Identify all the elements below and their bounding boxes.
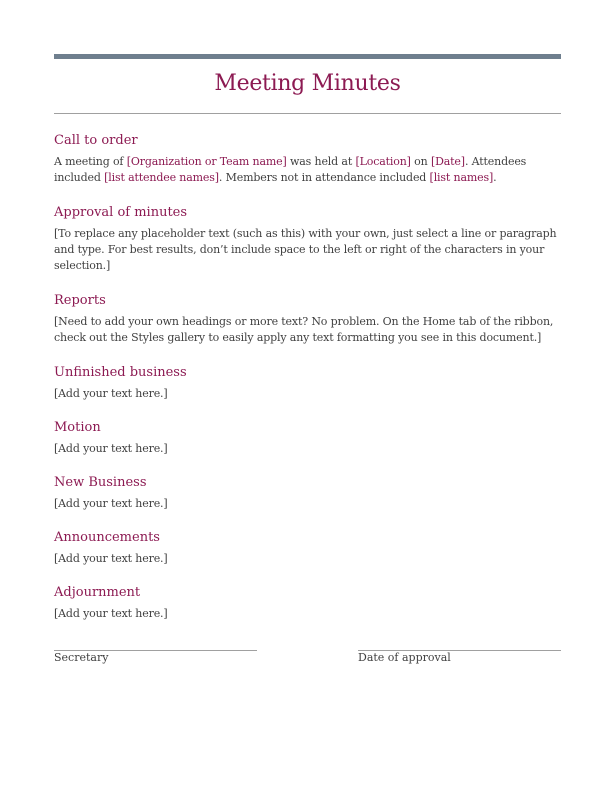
- call-to-order-text[interactable]: [54, 154, 564, 186]
- section-heading-new-business[interactable]: New Business: [54, 475, 147, 490]
- announcements-text[interactable]: [Add your text here.]: [54, 552, 168, 565]
- approval-text[interactable]: [To replace any placeholder text (such as this) with your own, just select a line or paragraph and type. For best results, don’t include space to the left or right of the characters in your selection.]: [54, 227, 557, 272]
- placeholder-date[interactable]: [Date]: [430, 155, 465, 168]
- title-divider: [54, 113, 561, 114]
- section-call-to-order: [54, 133, 564, 186]
- call-to-order-text-2: was held at: [286, 155, 356, 168]
- page-title[interactable]: Meeting Minutes: [214, 71, 401, 96]
- section-heading-reports[interactable]: Reports: [54, 293, 106, 308]
- section-adjournment: [54, 585, 564, 622]
- new-business-text[interactable]: [Add your text here.]: [54, 497, 168, 510]
- placeholder-absent-names[interactable]: [list names]: [429, 171, 494, 184]
- unfinished-text[interactable]: [Add your text here.]: [54, 387, 168, 400]
- call-to-order-text-5: . Members not in attendance included: [218, 171, 430, 184]
- section-heading-approval[interactable]: Approval of minutes: [54, 205, 188, 220]
- section-heading-adjournment[interactable]: Adjournment: [54, 585, 141, 600]
- section-heading-unfinished[interactable]: Unfinished business: [54, 365, 187, 380]
- secretary-label: Secretary: [54, 651, 109, 664]
- placeholder-location[interactable]: [Location]: [355, 155, 411, 168]
- placeholder-organization[interactable]: [Organization or Team name]: [126, 155, 287, 168]
- placeholder-attendee-names[interactable]: [list attendee names]: [104, 171, 219, 184]
- minutes-body: [54, 133, 564, 622]
- section-heading-call-to-order[interactable]: Call to order: [54, 133, 138, 148]
- call-to-order-text-1: A meeting of: [54, 155, 127, 168]
- date-of-approval-label: Date of approval: [358, 651, 451, 664]
- section-announcements: [54, 530, 564, 567]
- section-approval-of-minutes: [54, 205, 564, 274]
- section-reports: [54, 293, 564, 346]
- call-to-order-text-3: on: [410, 155, 431, 168]
- adjournment-text[interactable]: [Add your text here.]: [54, 607, 168, 620]
- call-to-order-text-6: .: [493, 171, 497, 184]
- section-heading-announcements[interactable]: Announcements: [54, 530, 160, 545]
- call-to-order-text-4: . Attendees included: [54, 155, 527, 184]
- motion-text[interactable]: [Add your text here.]: [54, 442, 168, 455]
- section-unfinished-business: [54, 365, 564, 402]
- section-heading-motion[interactable]: Motion: [54, 420, 101, 435]
- section-motion: [54, 420, 564, 457]
- section-new-business: [54, 475, 564, 512]
- top-rule: [54, 54, 561, 59]
- reports-text[interactable]: [Need to add your own headings or more text? No problem. On the Home tab of the ribbon, check out the Styles gallery to easily apply any text formatting you see in this document.]: [54, 315, 554, 344]
